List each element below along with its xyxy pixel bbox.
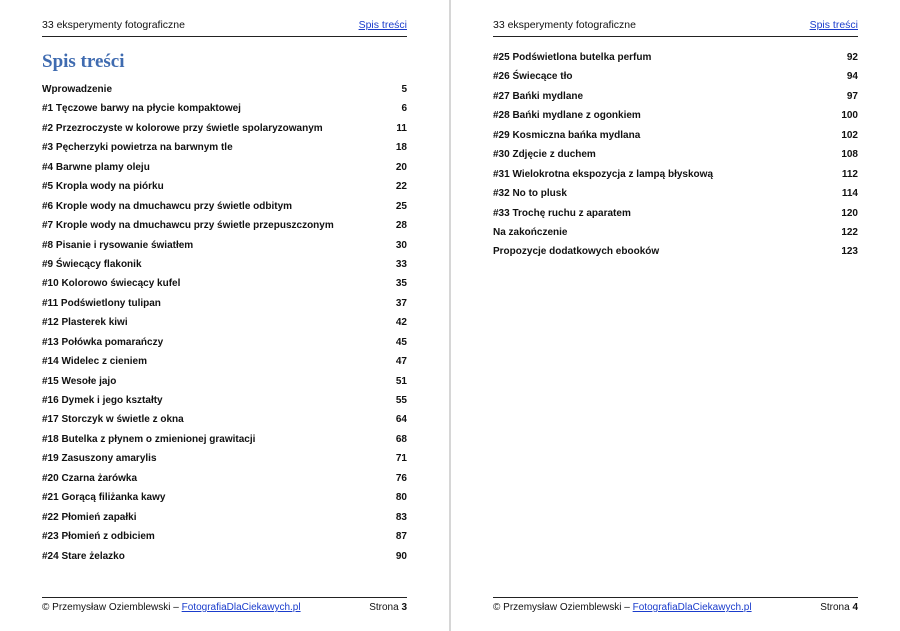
page-header: [42, 16, 407, 37]
toc-entry-page: 30: [395, 239, 407, 251]
toc-entry[interactable]: [42, 119, 407, 138]
toc-entry-title: #18 Butelka z płynem o zmienionej grawitacji: [42, 433, 256, 445]
toc-entry-page: 68: [395, 433, 407, 445]
page-header: [493, 16, 858, 37]
toc-entry-page: 80: [395, 492, 407, 504]
footer-copyright: [42, 602, 301, 613]
toc-entry[interactable]: [42, 99, 407, 118]
toc-entry-page: 55: [395, 395, 407, 406]
toc-entry-page: 71: [395, 453, 407, 465]
toc-entry[interactable]: [42, 449, 407, 468]
toc-entry[interactable]: [42, 527, 407, 546]
toc-entry-title: Propozycje dodatkowych ebooków: [493, 246, 660, 258]
toc-entry-page: 76: [395, 472, 407, 484]
toc-entry-page: 47: [395, 356, 407, 368]
toc-entry-title: #8 Pisanie i rysowanie światłem: [42, 239, 194, 251]
page-footer: [42, 597, 407, 618]
toc-entry-page: 102: [841, 129, 858, 141]
toc-entry[interactable]: [42, 547, 407, 566]
toc-entry[interactable]: [493, 145, 858, 164]
toc-entry-title: #4 Barwne plamy oleju: [42, 161, 150, 173]
toc-heading: Spis treści: [42, 51, 125, 72]
toc-entry-title: #32 No to plusk: [493, 188, 567, 200]
site-link[interactable]: FotografiaDlaCiekawych.pl: [181, 602, 301, 613]
toc-entry-page: 51: [395, 375, 407, 387]
toc-entry-page: 90: [395, 550, 407, 562]
toc-entry-title: Na zakończenie: [493, 226, 568, 238]
page-label: Strona: [820, 602, 850, 613]
toc-entry-title: #17 Storczyk w świetle z okna: [42, 414, 184, 426]
toc-entry-title: #2 Przezroczyste w kolorowe przy świetle spolaryzowanym: [42, 122, 323, 134]
toc-entry-title: #28 Bańki mydlane z ogonkiem: [493, 110, 641, 122]
toc-entry-page: 6: [401, 103, 407, 115]
toc-entry-page: 20: [395, 161, 407, 173]
toc-entry[interactable]: [493, 165, 858, 184]
toc-entry[interactable]: [493, 242, 858, 261]
toc-entry-page: 100: [841, 110, 858, 122]
toc-entry-title: #22 Płomień zapałki: [42, 511, 137, 523]
toc-entry[interactable]: [42, 158, 407, 177]
toc-entry-page: 123: [841, 246, 858, 258]
copyright-text: © Przemysław Oziemblewski –: [42, 602, 182, 613]
toc-entry-page: 33: [395, 258, 407, 270]
toc-entry[interactable]: [42, 80, 407, 99]
toc-entry-page: 94: [846, 71, 858, 83]
toc-entry[interactable]: [42, 372, 407, 391]
toc-entry[interactable]: [42, 216, 407, 235]
toc-list: [493, 48, 858, 262]
toc-entry[interactable]: [42, 274, 407, 293]
page-number: 4: [852, 602, 858, 613]
toc-entry-page: 114: [841, 188, 858, 200]
toc-entry-title: #16 Dymek i jego kształty: [42, 395, 163, 406]
toc-entry[interactable]: [42, 391, 407, 410]
page-right: [451, 0, 900, 631]
toc-entry-title: #5 Kropla wody na piórku: [42, 181, 164, 193]
toc-entry[interactable]: [493, 87, 858, 106]
toc-entry[interactable]: [493, 48, 858, 67]
toc-list: [42, 80, 407, 566]
toc-entry[interactable]: [42, 430, 407, 449]
toc-entry-page: 28: [395, 220, 407, 232]
toc-entry-page: 5: [401, 84, 407, 95]
toc-entry-title: #23 Płomień z odbiciem: [42, 531, 155, 543]
toc-entry[interactable]: [42, 410, 407, 429]
toc-entry[interactable]: [42, 138, 407, 157]
footer-page-number: [820, 602, 858, 613]
toc-entry-page: 25: [395, 200, 407, 212]
toc-entry-title: Wprowadzenie: [42, 84, 113, 95]
toc-entry[interactable]: [42, 313, 407, 332]
toc-entry-page: 11: [396, 122, 407, 134]
toc-entry-title: #12 Plasterek kiwi: [42, 317, 128, 329]
toc-entry-page: 97: [846, 90, 858, 102]
toc-link[interactable]: Spis treści: [809, 19, 858, 31]
page-number: 3: [401, 602, 407, 613]
toc-entry[interactable]: [42, 177, 407, 196]
toc-entry-title: #31 Wielokrotna ekspozycja z lampą błyskową: [493, 168, 713, 180]
toc-entry-page: 42: [395, 317, 407, 329]
document-title: 33 eksperymenty fotograficzne: [42, 19, 185, 31]
toc-entry-title: #33 Trochę ruchu z aparatem: [493, 207, 631, 219]
toc-entry-page: 108: [841, 149, 858, 161]
toc-entry[interactable]: [42, 469, 407, 488]
toc-entry-page: 83: [395, 511, 407, 523]
toc-entry-title: #14 Widelec z cieniem: [42, 356, 147, 368]
toc-entry-page: 45: [395, 336, 407, 348]
footer-page-number: [369, 602, 407, 613]
toc-entry-page: 35: [395, 278, 407, 290]
page-footer: [493, 597, 858, 618]
page-label: Strona: [369, 602, 399, 613]
toc-entry-page: 112: [841, 168, 858, 180]
toc-entry-title: #21 Gorącą filiżanka kawy: [42, 492, 166, 504]
toc-entry-title: #26 Świecące tło: [493, 71, 573, 83]
toc-entry[interactable]: [493, 106, 858, 125]
toc-entry-title: #11 Podświetlony tulipan: [42, 297, 161, 309]
toc-entry-title: #9 Świecący flakonik: [42, 258, 142, 270]
toc-entry-page: 92: [846, 52, 858, 63]
toc-entry[interactable]: [42, 508, 407, 527]
toc-entry[interactable]: [42, 352, 407, 371]
toc-entry-title: #7 Krople wody na dmuchawcu przy świetle przepuszczonym: [42, 220, 334, 232]
footer-copyright: [493, 602, 752, 613]
toc-entry-title: #15 Wesołe jajo: [42, 375, 117, 387]
toc-entry[interactable]: [493, 184, 858, 203]
toc-entry-title: #1 Tęczowe barwy na płycie kompaktowej: [42, 103, 241, 115]
toc-link[interactable]: Spis treści: [358, 19, 407, 31]
toc-entry-page: 22: [395, 181, 407, 193]
toc-entry[interactable]: [493, 204, 858, 223]
toc-entry[interactable]: [42, 255, 407, 274]
toc-entry[interactable]: [42, 294, 407, 313]
toc-entry[interactable]: [493, 67, 858, 86]
toc-entry-title: #13 Połówka pomarańczy: [42, 336, 164, 348]
toc-entry[interactable]: [493, 223, 858, 242]
toc-entry[interactable]: [42, 488, 407, 507]
document-title: 33 eksperymenty fotograficzne: [493, 19, 636, 31]
toc-entry-title: #29 Kosmiczna bańka mydlana: [493, 129, 641, 141]
toc-entry[interactable]: [42, 333, 407, 352]
toc-entry-title: #27 Bańki mydlane: [493, 90, 584, 102]
toc-entry[interactable]: [42, 236, 407, 255]
toc-entry-title: #6 Krople wody na dmuchawcu przy świetle odbitym: [42, 200, 293, 212]
toc-entry-title: #25 Podświetlona butelka perfum: [493, 52, 652, 63]
toc-entry-page: 122: [841, 226, 858, 238]
toc-entry-title: #3 Pęcherzyki powietrza na barwnym tle: [42, 142, 233, 154]
toc-entry[interactable]: [42, 197, 407, 216]
toc-entry-page: 87: [395, 531, 407, 543]
site-link[interactable]: FotografiaDlaCiekawych.pl: [632, 602, 752, 613]
toc-entry-title: #20 Czarna żarówka: [42, 472, 138, 484]
toc-entry-title: #24 Stare żelazko: [42, 550, 125, 562]
toc-entry[interactable]: [493, 126, 858, 145]
toc-entry-title: #19 Zasuszony amarylis: [42, 453, 157, 465]
page-left: [0, 0, 449, 631]
toc-entry-page: 18: [395, 142, 407, 154]
copyright-text: © Przemysław Oziemblewski –: [493, 602, 633, 613]
toc-entry-page: 64: [395, 414, 407, 426]
toc-entry-page: 120: [841, 207, 858, 219]
toc-entry-title: #10 Kolorowo świecący kufel: [42, 278, 181, 290]
toc-entry-title: #30 Zdjęcie z duchem: [493, 149, 596, 161]
toc-entry-page: 37: [395, 297, 407, 309]
